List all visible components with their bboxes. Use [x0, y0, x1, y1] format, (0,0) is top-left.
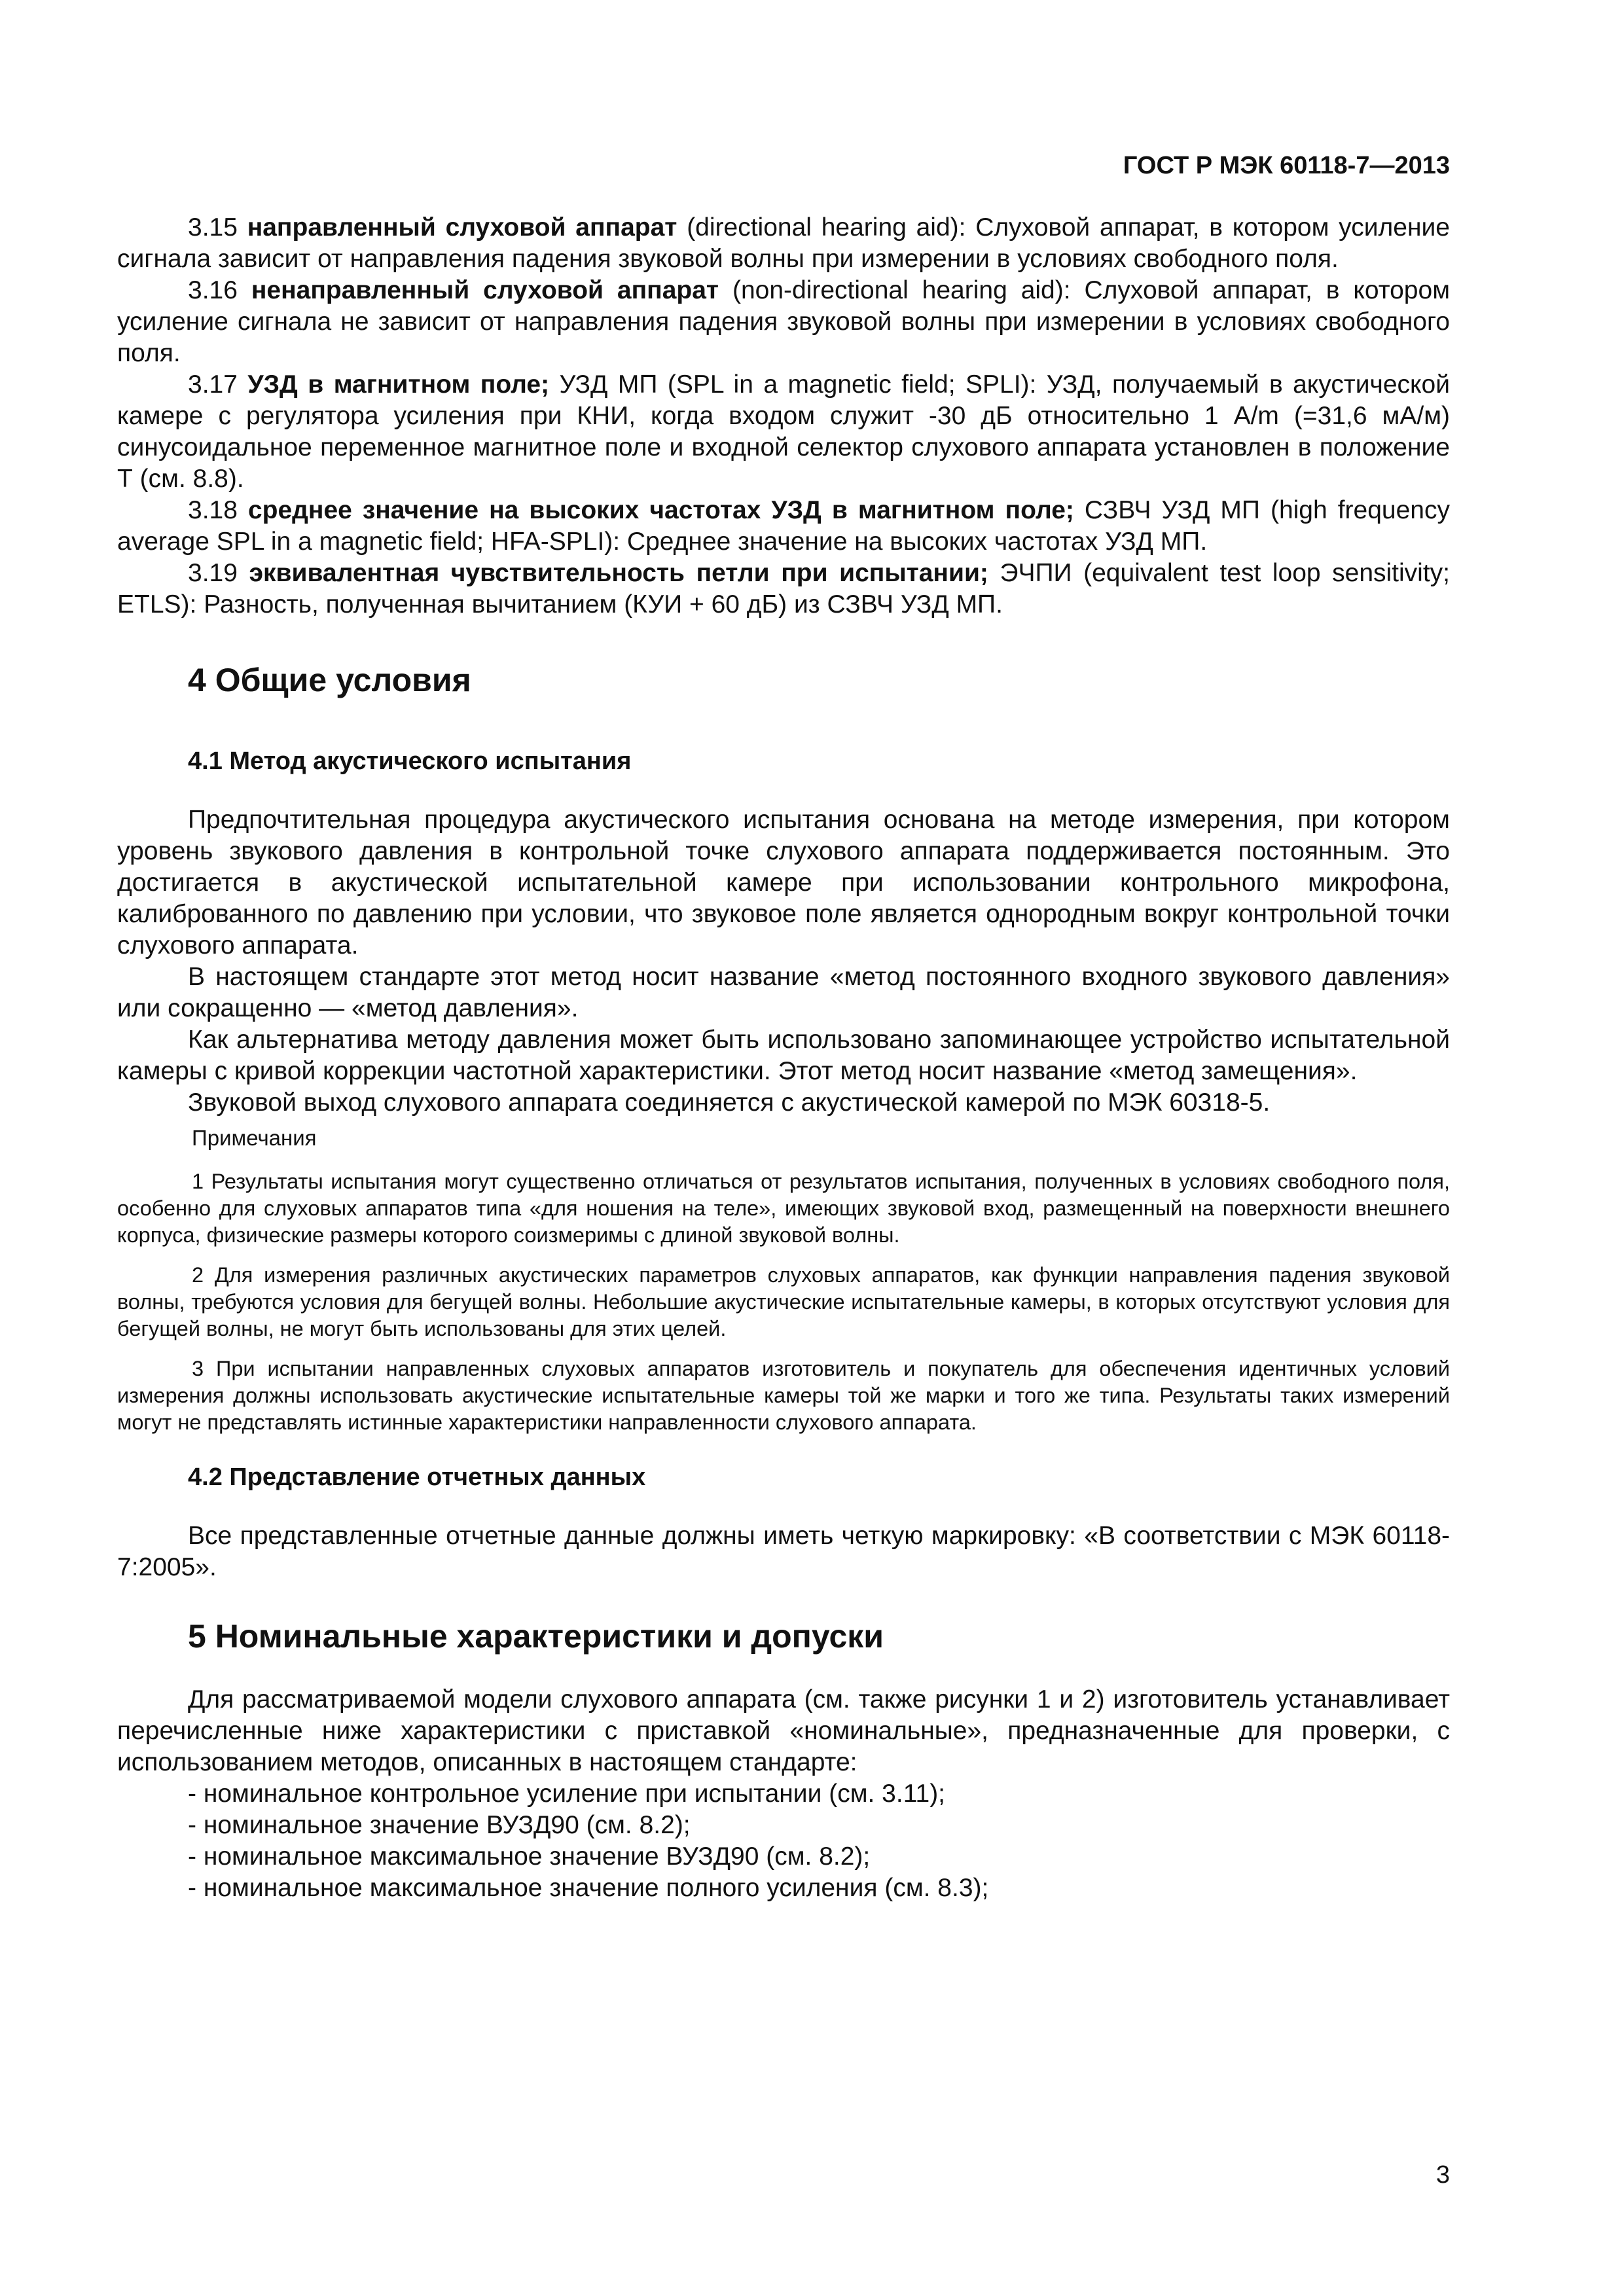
definition-3-16	[117, 275, 1450, 369]
definition-term: УЗД в магнитном поле;	[247, 370, 550, 399]
definition-number: 3.19	[188, 559, 249, 587]
section-4-heading: 4 Общие условия	[188, 662, 471, 698]
definition-3-17	[117, 369, 1450, 495]
definition-body: ЭЧПИ (equivalent test loop sensitivity; ETLS): Разность, полученная вычитанием (КУИ + 60 дБ) из СЗВЧ УЗД МП.	[117, 559, 1451, 619]
definition-term: направленный слуховой аппарат	[247, 213, 677, 242]
paragraph: Все представленные отчетные данные должны иметь четкую маркировку: «В соответствии с МЭК 60118-7:2005».	[117, 1522, 1450, 1581]
section-5-heading: 5 Номинальные характеристики и допуски	[188, 1618, 884, 1655]
page-number: 3	[1435, 2161, 1450, 2189]
paragraph: Для рассматриваемой модели слухового аппарата (см. также рисунки 1 и 2) изготовитель устанавливает перечисленные ниже характеристики с приставкой «номинальные», предназначенные для проверки, с использованием методов, описанных в настоящем стандарте:	[117, 1685, 1450, 1776]
definition-3-18	[117, 495, 1450, 558]
note-2: 2 Для измерения различных акустических параметров слуховых аппаратов, как функции направления падения звуковой волны, требуются условия для бегущей волны. Небольшие акустические испытательные камеры, в которых отсутствуют условия для бегущей волны, не могут быть использованы для этих целей.	[117, 1263, 1450, 1340]
document-header: ГОСТ Р МЭК 60118-7—2013	[1123, 152, 1450, 179]
definition-number: 3.16	[188, 276, 251, 304]
list-item: - номинальное контрольное усиление при испытании (см. 3.11);	[188, 1780, 946, 1808]
definition-body: (directional hearing aid): Слуховой аппарат, в котором усиление сигнала зависит от направления падения звуковой волны при измерении в условиях свободного поля.	[117, 213, 1450, 273]
definition-3-15	[117, 212, 1450, 275]
definition-number: 3.18	[188, 496, 248, 524]
note-1: 1 Результаты испытания могут существенно отличаться от результатов испытания, полученных в условиях свободного поля, особенно для слуховых аппаратов типа «для ношения на теле», имеющих звуковой вход, размещенный на поверхности внешнего корпуса, физические размеры которого соизмеримы с длиной звуковой волны.	[117, 1170, 1450, 1247]
definition-term: эквивалентная чувствительность петли при испытании;	[249, 559, 988, 587]
definition-body: (non-directional hearing aid): Слуховой аппарат, в котором усиление сигнала не зависит от направления падения звуковой волны при измерении в условиях свободного поля.	[117, 276, 1451, 367]
list-item: - номинальное максимальное значение ВУЗД90 (см. 8.2);	[188, 1842, 871, 1871]
definition-term: ненаправленный слуховой аппарат	[251, 276, 719, 304]
page-content	[117, 212, 1450, 1904]
definition-number: 3.15	[188, 213, 247, 242]
list-item: - номинальное максимальное значение полного усиления (см. 8.3);	[188, 1874, 989, 1902]
definition-3-19	[117, 558, 1450, 620]
paragraph: В настоящем стандарте этот метод носит название «метод постоянного входного звукового давления» или сокращенно — «метод давления».	[117, 963, 1450, 1022]
definition-body: СЗВЧ УЗД МП (high frequency average SPL in a magnetic field; HFA-SPLI): Среднее значение на высоких частотах УЗД МП.	[117, 496, 1450, 556]
paragraph: Как альтернатива методу давления может быть использовано запоминающее устройство испытательной камеры с кривой коррекции частотной характеристики. Этот метод носит название «метод замещения».	[117, 1026, 1450, 1085]
notes-label: Примечания	[192, 1126, 317, 1150]
paragraph: Предпочтительная процедура акустического испытания основана на методе измерения, при котором уровень звукового давления в контрольной точке слухового аппарата поддерживается постоянным. Это достигается в акустической испытательной камере при использовании контрольного микрофона, калиброванного по давлению при условии, что звуковое поле является однородным вокруг контрольной точки слухового аппарата.	[117, 806, 1450, 960]
definition-body: УЗД МП (SPL in a magnetic field; SPLI): УЗД, получаемый в акустической камере с регулятора усиления при КНИ, когда входом служит -30 дБ относительно 1 А/m (=31,6 мА/м) синусоидальное переменное магнитное поле и входной селектор слухового аппарата установлен в положение Т (см. 8.8).	[117, 370, 1451, 493]
section-4-1-heading: 4.1 Метод акустического испытания	[188, 747, 632, 775]
list-item: - номинальное значение ВУЗД90 (см. 8.2);	[188, 1811, 691, 1839]
definition-term: среднее значение на высоких частотах УЗД в магнитном поле;	[247, 496, 1074, 524]
section-4-2-heading: 4.2 Представление отчетных данных	[188, 1463, 646, 1491]
paragraph: Звуковой выход слухового аппарата соединяется с акустической камерой по МЭК 60318-5.	[188, 1088, 1271, 1117]
definition-number: 3.17	[188, 370, 248, 399]
note-3: 3 При испытании направленных слуховых аппаратов изготовитель и покупатель для обеспечения идентичных условий измерения должны использовать акустические испытательные камеры той же марки и того же типа. Результаты таких измерений могут не представлять истинные характеристики направленности слухового аппарата.	[117, 1357, 1450, 1434]
